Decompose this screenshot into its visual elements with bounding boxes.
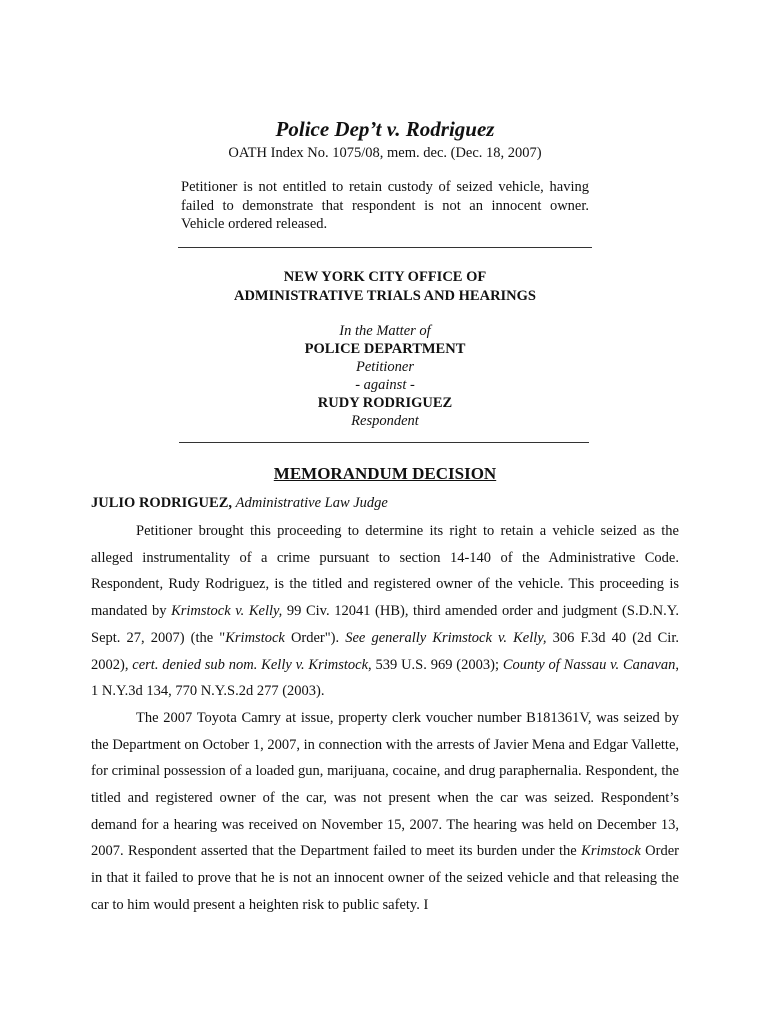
judge-title: Administrative Law Judge: [235, 495, 388, 511]
p1-citation-4: cert. denied sub nom. Kelly v. Krimstock: [132, 656, 369, 673]
paragraph-2: [91, 705, 679, 919]
judge-line: [91, 495, 388, 512]
judge-name: JULIO RODRIGUEZ,: [91, 495, 232, 511]
p1-text-1: Petitioner brought this proceeding to determine its right to retain a vehicle seized as the alleged instrumentality of a crime pursuant to section 14-140 of the Administrative Code. Respondent, Rudy Rodriguez, is the titled and registered owner of the vehicle. This proceeding is mandated by: [91, 523, 679, 620]
p2-text-1: The 2007 Toyota Camry at issue, property clerk voucher number B181361V, was seized by the Department on October 1, 2007, in connection with the arrests of Javier Mena and Edgar Vallette, for criminal possession of a loaded gun, marijuana, cocaine, and drug paraphernalia. Respondent, the titled and registered owner of the car, was not present when the car was seized. Respondent’s demand for a hearing was received on November 15, 2007. The hearing was held on December 13, 2007. Respondent asserted that the Department failed to meet its burden under the: [91, 709, 680, 860]
p1-citation-1: Krimstock v. Kelly,: [171, 603, 283, 620]
caption-against: - against -: [355, 377, 415, 393]
p1-text-5: , 539 U.S. 969 (2003);: [368, 656, 503, 673]
divider-bottom: [179, 442, 589, 443]
caption-respondent-name: RUDY RODRIGUEZ: [317, 395, 453, 411]
case-title: Police Dep’t v. Rodriguez: [275, 117, 495, 141]
p1-citation-3: See generally Krimstock v. Kelly,: [345, 629, 547, 646]
p2-text-2: Order in that it failed to prove that he is not an innocent owner of the seized vehicle and that releasing the car to him would present a heighten risk to public safety. I: [91, 843, 679, 913]
headnote: Petitioner is not entitled to retain custody of seized vehicle, having failed to demonstrate that respondent is not an innocent owner. Vehicle ordered released.: [181, 179, 589, 232]
agency-line-2: ADMINISTRATIVE TRIALS AND HEARINGS: [233, 288, 536, 304]
agency-heading: [0, 268, 770, 306]
case-caption: [0, 322, 770, 430]
p1-citation-2: Krimstock: [225, 629, 285, 646]
p1-text-6: , 1 N.Y.3d 134, 770 N.Y.S.2d 277 (2003).: [91, 656, 679, 700]
agency-line-1: NEW YORK CITY OFFICE OF: [283, 269, 487, 285]
case-citation: OATH Index No. 1075/08, mem. dec. (Dec. 18, 2007): [228, 145, 542, 161]
decision-body: [91, 518, 679, 919]
caption-respondent-role: Respondent: [351, 413, 419, 429]
divider-top: [178, 247, 592, 248]
caption-petitioner-role: Petitioner: [356, 359, 414, 375]
p1-text-3: Order").: [284, 629, 346, 646]
p2-citation-1: Krimstock: [581, 843, 641, 860]
p1-text-2: 99 Civ. 12041 (HB), third amended order and judgment (S.D.N.Y. Sept. 27, 2007) (the ": [91, 603, 679, 646]
paragraph-1: [91, 518, 679, 705]
p1-citation-5: County of Nassau v. Canavan: [502, 656, 676, 673]
caption-matter: In the Matter of: [339, 323, 431, 339]
caption-petitioner-name: POLICE DEPARTMENT: [304, 341, 466, 357]
p1-text-4: 306 F.3d 40 (2d Cir. 2002),: [91, 629, 679, 673]
document-heading: MEMORANDUM DECISION: [273, 464, 497, 483]
